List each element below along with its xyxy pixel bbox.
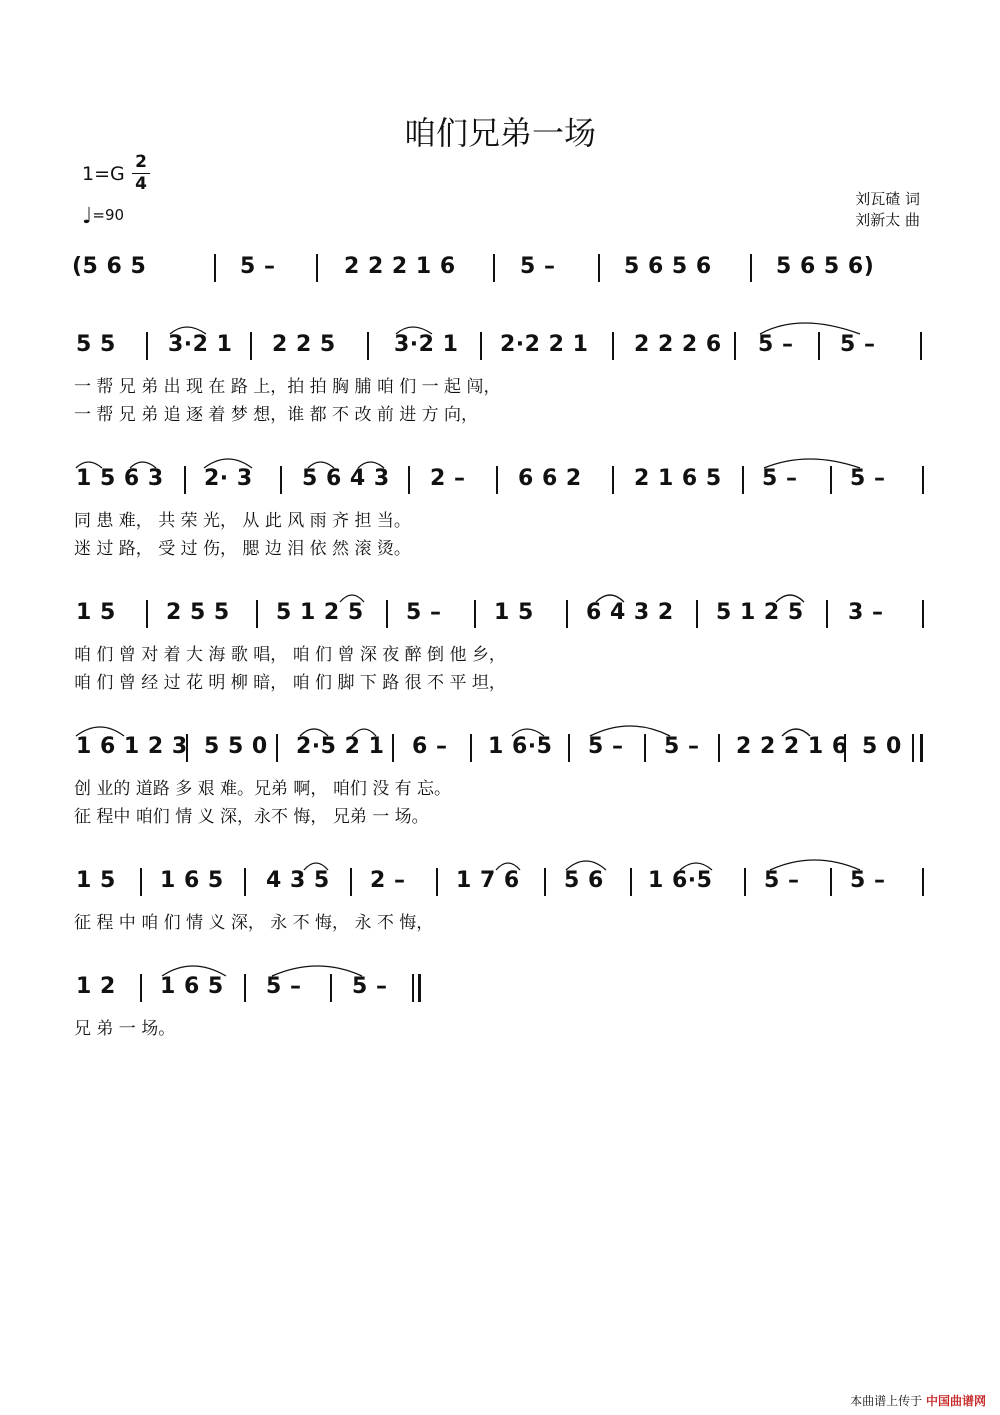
slur <box>76 462 102 468</box>
measure: 5 6 5 6) <box>776 254 875 279</box>
measure: 2 – <box>430 466 466 491</box>
measure: 1 5 6 3 <box>76 466 164 491</box>
composer: 刘新太 曲 <box>855 211 920 229</box>
lyric-text: 同 患 难， 共 荣 光， 从 此 风 雨 齐 担 当。 <box>74 511 411 531</box>
measure: 5 – <box>850 868 886 893</box>
song-title: 咱们兄弟一场 <box>403 114 596 152</box>
measure: 5 – <box>762 466 798 491</box>
measure: 1 6 1 2 3 <box>76 734 188 759</box>
measure: 5 – <box>588 734 624 759</box>
measure: 1 6·5 <box>488 734 553 759</box>
slur <box>680 863 712 870</box>
measure: 2·2 2 1 <box>500 332 589 357</box>
slur <box>782 729 810 736</box>
slur <box>760 323 860 334</box>
measure: 3·2 1 <box>168 332 233 357</box>
measure: 2 5 5 <box>166 600 230 625</box>
slur <box>304 863 328 870</box>
measure: 5 5 <box>76 332 116 357</box>
slur <box>764 459 860 468</box>
time-signature-bottom: 4 <box>135 174 147 194</box>
measure: 2 2 5 <box>272 332 336 357</box>
measure: 2 – <box>370 868 406 893</box>
measure: 5 – <box>266 974 302 999</box>
lyric-text: 征 程中 咱们 情 义 深，永不 悔， 兄弟 一 场。 <box>74 807 429 827</box>
slur <box>300 729 328 736</box>
measure: 1 6 5 <box>160 974 224 999</box>
slur <box>496 863 520 870</box>
lyric-text: 咱 们 曾 对 着 大 海 歌 唱， 咱 们 曾 深 夜 醉 倒 他 乡， <box>74 645 506 665</box>
measure: 5 6 4 3 <box>302 466 390 491</box>
slur <box>358 462 384 468</box>
slur <box>308 462 334 468</box>
measure: 2 1 6 5 <box>634 466 722 491</box>
site-logo: 中国曲谱网 <box>925 1394 986 1408</box>
slur <box>512 729 544 736</box>
lyricist: 刘瓦碴 词 <box>855 190 920 208</box>
measure: 4 3 5 <box>266 868 330 893</box>
measure: 6 – <box>412 734 448 759</box>
slur <box>770 860 860 870</box>
measure: 5 – <box>240 254 276 279</box>
slur <box>596 595 624 602</box>
site-footer <box>850 1392 986 1409</box>
measure: 5 – <box>758 332 794 357</box>
measure: 3·2 1 <box>394 332 459 357</box>
measure: 1 6 5 <box>160 868 224 893</box>
key-signature: 1=G <box>82 163 125 185</box>
slur <box>170 327 206 334</box>
slur <box>162 966 226 976</box>
lyric-text: 征 程 中 咱 们 情 义 深， 永 不 悔， 永 不 悔， <box>74 913 434 933</box>
measure: 5 – <box>840 332 876 357</box>
measure: 2 2 2 1 6 <box>736 734 848 759</box>
measure: 5 6 5 6 <box>624 254 712 279</box>
measure: 1 5 <box>494 600 534 625</box>
measure: 5 – <box>406 600 442 625</box>
measure: 3 – <box>848 600 884 625</box>
measure: 2·5 2 1 <box>296 734 385 759</box>
measure: 5 – <box>764 868 800 893</box>
measure: 2· 3 <box>204 466 253 491</box>
lyric-text: 一 帮 兄 弟 出 现 在 路 上，拍 拍 胸 脯 咱 们 一 起 闯， <box>74 377 501 397</box>
measure: 1 6·5 <box>648 868 713 893</box>
measure: 5 – <box>664 734 700 759</box>
lyric-text: 一 帮 兄 弟 追 逐 着 梦 想，谁 都 不 改 前 进 方 向， <box>74 405 479 425</box>
measure: 5 0 <box>862 734 902 759</box>
measure: 5 – <box>850 466 886 491</box>
slur <box>204 459 252 468</box>
slur <box>352 729 376 736</box>
measure: 1 2 <box>76 974 116 999</box>
lyric-text: 迷 过 路， 受 过 伤， 腮 边 泪 依 然 滚 烫。 <box>74 539 411 559</box>
slur <box>776 595 804 602</box>
measure: 5 1 2 5 <box>276 600 364 625</box>
measure: 2 2 2 1 6 <box>344 254 456 279</box>
measure: 5 6 <box>564 868 604 893</box>
measure: 1 7 6 <box>456 868 520 893</box>
measure: 5 1 2 5 <box>716 600 804 625</box>
lyric-text: 创 业的 道路 多 艰 难。兄弟 啊， 咱们 没 有 忘。 <box>74 779 452 799</box>
slur <box>272 966 362 976</box>
slur <box>566 861 606 870</box>
measure: 5 5 0 <box>204 734 268 759</box>
quarter-note-icon: ♩ <box>82 204 93 229</box>
slur <box>130 462 156 468</box>
measure: 5 – <box>520 254 556 279</box>
tempo-value: =90 <box>92 206 125 224</box>
slur <box>590 726 670 736</box>
measure: 5 – <box>352 974 388 999</box>
measure: 2 2 2 6 <box>634 332 722 357</box>
measure: (5 6 5 <box>72 254 147 279</box>
measure: 1 5 <box>76 600 116 625</box>
time-signature-top: 2 <box>135 152 147 172</box>
footer-text: 本曲谱上传于 <box>850 1394 923 1408</box>
measure: 6 4 3 2 <box>586 600 674 625</box>
measure: 6 6 2 <box>518 466 582 491</box>
slur <box>340 595 364 602</box>
slur <box>76 727 124 736</box>
lyric-text: 兄 弟 一 场。 <box>74 1019 176 1039</box>
measure: 1 5 <box>76 868 116 893</box>
lyric-text: 咱 们 曾 经 过 花 明 柳 暗， 咱 们 脚 下 路 很 不 平 坦， <box>74 673 506 693</box>
slur <box>396 327 432 334</box>
